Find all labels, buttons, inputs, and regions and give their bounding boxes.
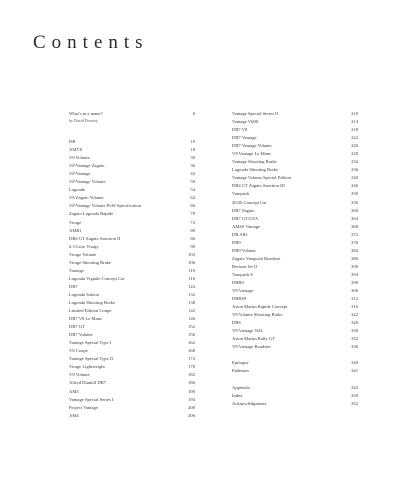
toc-entry-title: AM4S Vantage bbox=[232, 223, 261, 229]
toc-list-back-matter-2 bbox=[232, 384, 358, 408]
toc-entry bbox=[232, 199, 358, 207]
toc-entry-title: DB7 V8 Le Mans bbox=[69, 316, 102, 322]
toc-entry-title: Vanquish bbox=[232, 191, 250, 197]
toc-entry bbox=[232, 319, 358, 327]
toc-entry-title: AM3 bbox=[69, 388, 79, 394]
toc-entry-page: 276 bbox=[351, 239, 358, 245]
toc-entry bbox=[69, 227, 195, 235]
toc-entry-page: 272 bbox=[351, 231, 358, 237]
toc-entry bbox=[232, 190, 358, 198]
toc-entry-title: Vantage bbox=[69, 267, 84, 273]
toc-entry-title: Lagonda Shooting Brake bbox=[232, 167, 278, 173]
toc-entry bbox=[69, 178, 195, 186]
toc-entry bbox=[232, 166, 358, 174]
toc-entry bbox=[69, 371, 195, 379]
toc-entry-page: 90 bbox=[190, 243, 195, 249]
toc-entry bbox=[232, 223, 358, 231]
toc-entry-title: DB AR1 bbox=[232, 231, 248, 237]
toc-entry-title: Acknowledgments bbox=[232, 400, 267, 406]
toc-entry bbox=[232, 303, 358, 311]
toc-entry bbox=[232, 359, 358, 367]
toc-entry-page: 186 bbox=[188, 380, 195, 386]
toc-entry-title: Vantage Special Type II bbox=[69, 356, 113, 362]
toc-entry-title: 6.3-Litre Virage bbox=[69, 243, 99, 249]
toc-entry-page: 282 bbox=[351, 247, 358, 253]
toc-entry-page: 146 bbox=[188, 316, 195, 322]
toc-entry-page: 332 bbox=[351, 336, 358, 342]
toc-entry-page: 268 bbox=[351, 223, 358, 229]
toc-entry-page: 232 bbox=[351, 159, 358, 165]
toc-entry bbox=[69, 307, 195, 315]
toc-entry-title: Alfred Dunhill DB7 bbox=[69, 380, 107, 386]
toc-entry-title: DB bbox=[69, 139, 76, 145]
toc-entry-page: 236 bbox=[351, 167, 358, 173]
toc-entry bbox=[232, 287, 358, 295]
toc-entry bbox=[232, 255, 358, 263]
toc-entry-title: Bertone Jet II bbox=[232, 263, 258, 269]
toc-entry bbox=[69, 194, 195, 202]
toc-entry-title: Index bbox=[232, 392, 243, 398]
toc-entry-title: AMV8 bbox=[69, 147, 83, 153]
toc-entry bbox=[232, 263, 358, 271]
toc-entry-page: 341 bbox=[351, 368, 358, 374]
toc-entry-page: 134 bbox=[188, 291, 195, 297]
spacer bbox=[232, 376, 358, 384]
toc-entry-page: 138 bbox=[188, 299, 195, 305]
toc-entry bbox=[69, 243, 195, 251]
toc-entry-page: 142 bbox=[188, 308, 195, 314]
toc-entry bbox=[232, 134, 358, 142]
toc-entry bbox=[232, 158, 358, 166]
toc-entry bbox=[232, 335, 358, 343]
toc-entry-title: Virage Volante bbox=[69, 251, 97, 257]
toc-entry-title: DB9 bbox=[232, 239, 241, 245]
toc-entry bbox=[69, 275, 195, 283]
contents-column-left bbox=[69, 110, 195, 420]
toc-entry bbox=[69, 219, 195, 227]
toc-entry-title: DBR9 bbox=[232, 279, 244, 285]
toc-entry-title: V8 Vantage bbox=[232, 288, 254, 294]
toc-entry-title: Lagonda Vignale Concept Car bbox=[69, 275, 125, 281]
toc-entry bbox=[232, 126, 358, 134]
toc-entry bbox=[69, 154, 195, 162]
toc-entry bbox=[69, 299, 195, 307]
toc-list-back-matter-1 bbox=[232, 359, 358, 375]
toc-entry-page: 316 bbox=[351, 304, 358, 310]
toc-entry bbox=[232, 231, 358, 239]
toc-entry-page: 62 bbox=[190, 195, 195, 201]
toc-list-left bbox=[69, 138, 195, 420]
toc-entry-title: DBS bbox=[232, 320, 241, 326]
toc-entry-page: 214 bbox=[351, 119, 358, 125]
toc-entry bbox=[232, 400, 358, 408]
toc-entry-title: Lagonda Shooting Brake bbox=[69, 299, 115, 305]
toc-entry-title: DB7 V8 bbox=[232, 127, 248, 133]
toc-entry-page: 172 bbox=[188, 356, 195, 362]
toc-entry-page: 66 bbox=[190, 203, 195, 209]
toc-entry-page: 246 bbox=[351, 183, 358, 189]
toc-entry-page: 264 bbox=[351, 215, 358, 221]
toc-entry-intro bbox=[69, 110, 195, 118]
toc-entry-page: 228 bbox=[351, 151, 358, 157]
toc-entry-title: Endnotes bbox=[232, 368, 250, 374]
toc-entry-page: 256 bbox=[351, 199, 358, 205]
toc-entry-page: 200 bbox=[188, 404, 195, 410]
toc-entry-title: V8 Zagato Volante bbox=[69, 195, 104, 201]
toc-entry-page: 206 bbox=[188, 412, 195, 418]
toc-entry-page: 286 bbox=[351, 255, 358, 261]
toc-entry bbox=[69, 379, 195, 387]
toc-entry-title: What's in a name? bbox=[69, 111, 103, 116]
toc-entry-page: 50 bbox=[190, 179, 195, 185]
toc-entry bbox=[69, 291, 195, 299]
toc-entry-page: 152 bbox=[188, 324, 195, 330]
toc-entry-title: Epilogue bbox=[232, 360, 249, 366]
toc-entry-title: Zagato Lagonda Rapide bbox=[69, 211, 114, 217]
toc-entry bbox=[69, 388, 195, 396]
toc-entry-page: 352 bbox=[351, 400, 358, 406]
toc-entry bbox=[232, 295, 358, 303]
toc-entry-page: 30 bbox=[190, 155, 195, 161]
toc-entry-page: 190 bbox=[188, 388, 195, 394]
toc-entry-title: V8 Vantage Roadster bbox=[232, 344, 271, 350]
toc-entry bbox=[69, 202, 195, 210]
toc-entry-page: 178 bbox=[188, 364, 195, 370]
toc-entry-page: 124 bbox=[188, 283, 195, 289]
toc-entry-page: 80 bbox=[190, 227, 195, 233]
toc-entry bbox=[69, 210, 195, 218]
toc-entry-title: Lagonda bbox=[69, 187, 86, 193]
toc-list-right bbox=[232, 110, 358, 351]
toc-entry-page: 312 bbox=[351, 296, 358, 302]
toc-entry-page: 18 bbox=[190, 147, 195, 153]
toc-entry-title: Vantage Special Series II bbox=[232, 111, 279, 116]
toc-entry-page: 218 bbox=[351, 127, 358, 133]
toc-entry-title: Virage Shooting Brake bbox=[69, 259, 112, 265]
toc-entry-page: 260 bbox=[351, 207, 358, 213]
toc-entry bbox=[69, 323, 195, 331]
toc-entry-page: 306 bbox=[351, 288, 358, 294]
toc-entry-page: 330 bbox=[351, 328, 358, 334]
toc-entry-title: AMR1 bbox=[69, 227, 82, 233]
toc-entry bbox=[69, 283, 195, 291]
toc-entry-title: V8 Volante bbox=[69, 155, 90, 161]
toc-entry-title: V8 Vantage Volante bbox=[69, 179, 106, 185]
toc-entry-page: 102 bbox=[188, 251, 195, 257]
toc-entry-title: Project Vantage bbox=[69, 404, 98, 410]
toc-entry-page: 250 bbox=[351, 191, 358, 197]
toc-entry-title: Aston Martin Rapide Concept bbox=[232, 304, 288, 310]
toc-entry-title: Vantage Special Type I bbox=[69, 340, 112, 346]
toc-entry-title: 20/20 Concept Car bbox=[232, 199, 267, 205]
toc-entry-title: Vantage Shooting Brake bbox=[232, 159, 277, 165]
toc-entry bbox=[69, 331, 195, 339]
toc-entry-title: DB7 Zagato bbox=[232, 207, 255, 213]
toc-entry-page: 336 bbox=[351, 344, 358, 350]
toc-entry-title: V8 Vantage Zagato bbox=[69, 163, 105, 169]
toc-entry-page: 194 bbox=[188, 396, 195, 402]
toc-entry-page: 168 bbox=[188, 348, 195, 354]
toc-entry bbox=[232, 392, 358, 400]
toc-entry-title: V8 Volante bbox=[69, 372, 90, 378]
toc-entry bbox=[232, 174, 358, 182]
toc-entry-title: Zagato Vanquish Roadster bbox=[232, 255, 281, 261]
toc-entry-page: 36 bbox=[190, 163, 195, 169]
toc-entry-title: Aston Martin Rally GT bbox=[232, 336, 275, 342]
toc-entry-title: Vantage V600 bbox=[232, 119, 259, 125]
toc-entry-title: V8 Vantage Volante PoW Specification bbox=[69, 203, 142, 209]
toc-entry-page: 340 bbox=[351, 360, 358, 366]
toc-entry-title: DB4 GT Zagato Sanction III bbox=[232, 183, 285, 189]
toc-entry-title: Limited Edition Coupe bbox=[69, 308, 112, 314]
toc-entry bbox=[232, 215, 358, 223]
toc-entry-page: 350 bbox=[351, 392, 358, 398]
contents-column-right bbox=[232, 110, 358, 408]
toc-entry bbox=[232, 327, 358, 335]
toc-entry-title: Vantage Special Series I bbox=[69, 396, 114, 402]
toc-entry-page: 72 bbox=[190, 219, 195, 225]
toc-entry-title: AM4 bbox=[69, 412, 79, 418]
toc-entry-page: 240 bbox=[351, 175, 358, 181]
toc-entry-title: DBRS9 bbox=[232, 296, 247, 302]
toc-entry bbox=[69, 251, 195, 259]
toc-entry-page: 222 bbox=[351, 135, 358, 141]
toc-entry-page: 156 bbox=[188, 332, 195, 338]
toc-entry-title: Lagonda Saloon bbox=[69, 291, 99, 297]
toc-entry bbox=[232, 150, 358, 158]
toc-entry-page: 298 bbox=[351, 279, 358, 285]
toc-entry bbox=[232, 110, 358, 118]
toc-entry bbox=[69, 396, 195, 404]
toc-entry-title: V8 Volante Shooting Brake bbox=[232, 312, 283, 318]
toc-entry-title: DB7 GT bbox=[69, 324, 85, 330]
toc-entry-page: 86 bbox=[190, 235, 195, 241]
toc-entry bbox=[232, 118, 358, 126]
toc-entry bbox=[69, 363, 195, 371]
toc-entry bbox=[232, 279, 358, 287]
toc-entry bbox=[232, 142, 358, 150]
toc-entry bbox=[69, 259, 195, 267]
toc-entry bbox=[69, 404, 195, 412]
toc-entry bbox=[232, 239, 358, 247]
toc-entry-page: 70 bbox=[190, 211, 195, 217]
intro-credit: by David Dowsey bbox=[69, 118, 98, 124]
toc-entry-title: DB9 Volante bbox=[232, 247, 256, 253]
toc-entry-title: DB7 Vantage Volante bbox=[232, 143, 272, 149]
toc-entry-title: V8 Coupe bbox=[69, 348, 88, 354]
spacer bbox=[232, 351, 358, 359]
toc-entry bbox=[232, 311, 358, 319]
toc-entry-title: Virage Lightweight bbox=[69, 364, 105, 370]
toc-entry-title: DB7 Volante bbox=[69, 332, 93, 338]
toc-entry-page: 6 bbox=[192, 111, 195, 116]
toc-entry bbox=[232, 182, 358, 190]
toc-entry-page: 10 bbox=[190, 139, 195, 145]
toc-entry-title: DB7 bbox=[69, 283, 78, 289]
toc-entry-page: 326 bbox=[351, 320, 358, 326]
toc-entry bbox=[69, 138, 195, 146]
toc-entry-title: Vanquish S bbox=[232, 271, 253, 277]
toc-entry bbox=[69, 162, 195, 170]
toc-entry-title: DB7 Vantage bbox=[232, 135, 257, 141]
toc-entry-page: 54 bbox=[190, 187, 195, 193]
toc-entry-page: 210 bbox=[351, 111, 358, 116]
toc-entry-page: 226 bbox=[351, 143, 358, 149]
toc-entry-page: 182 bbox=[188, 372, 195, 378]
toc-entry bbox=[69, 235, 195, 243]
toc-entry-page: 290 bbox=[351, 263, 358, 269]
toc-entry-title: V8 Vantage Le Mans bbox=[232, 151, 271, 157]
toc-entry-title: V8 Vantage bbox=[69, 171, 91, 177]
toc-entry-page: 294 bbox=[351, 271, 358, 277]
toc-entry-page: 342 bbox=[351, 384, 358, 390]
toc-entry bbox=[69, 412, 195, 420]
toc-entry-title: DB4 GT Zagato Sanction II bbox=[69, 235, 121, 241]
toc-entry bbox=[69, 170, 195, 178]
toc-entry bbox=[232, 367, 358, 375]
toc-entry bbox=[69, 347, 195, 355]
toc-entry-page: 116 bbox=[188, 275, 195, 281]
toc-entry-title: Appendix bbox=[232, 384, 251, 390]
toc-entry bbox=[232, 271, 358, 279]
toc-entry-page: 106 bbox=[188, 259, 195, 265]
toc-entry bbox=[232, 343, 358, 351]
toc-entry-page: 110 bbox=[188, 267, 195, 273]
toc-entry bbox=[69, 355, 195, 363]
toc-entry bbox=[232, 207, 358, 215]
toc-entry bbox=[232, 384, 358, 392]
toc-entry bbox=[69, 186, 195, 194]
toc-entry bbox=[69, 146, 195, 154]
toc-entry bbox=[69, 339, 195, 347]
toc-entry bbox=[232, 247, 358, 255]
toc-entry bbox=[69, 315, 195, 323]
toc-entry bbox=[69, 267, 195, 275]
toc-entry-title: V8 Vantage N24 bbox=[232, 328, 263, 334]
spacer bbox=[69, 124, 195, 138]
toc-entry-page: 322 bbox=[351, 312, 358, 318]
toc-entry-title: Virage bbox=[69, 219, 82, 225]
toc-entry-page: 162 bbox=[188, 340, 195, 346]
toc-entry-title: Vantage Volante Special Edition bbox=[232, 175, 292, 181]
page-title: Contents bbox=[33, 32, 149, 53]
toc-entry-title: DB7 GT/GTA bbox=[232, 215, 259, 221]
toc-entry-page: 42 bbox=[190, 171, 195, 177]
